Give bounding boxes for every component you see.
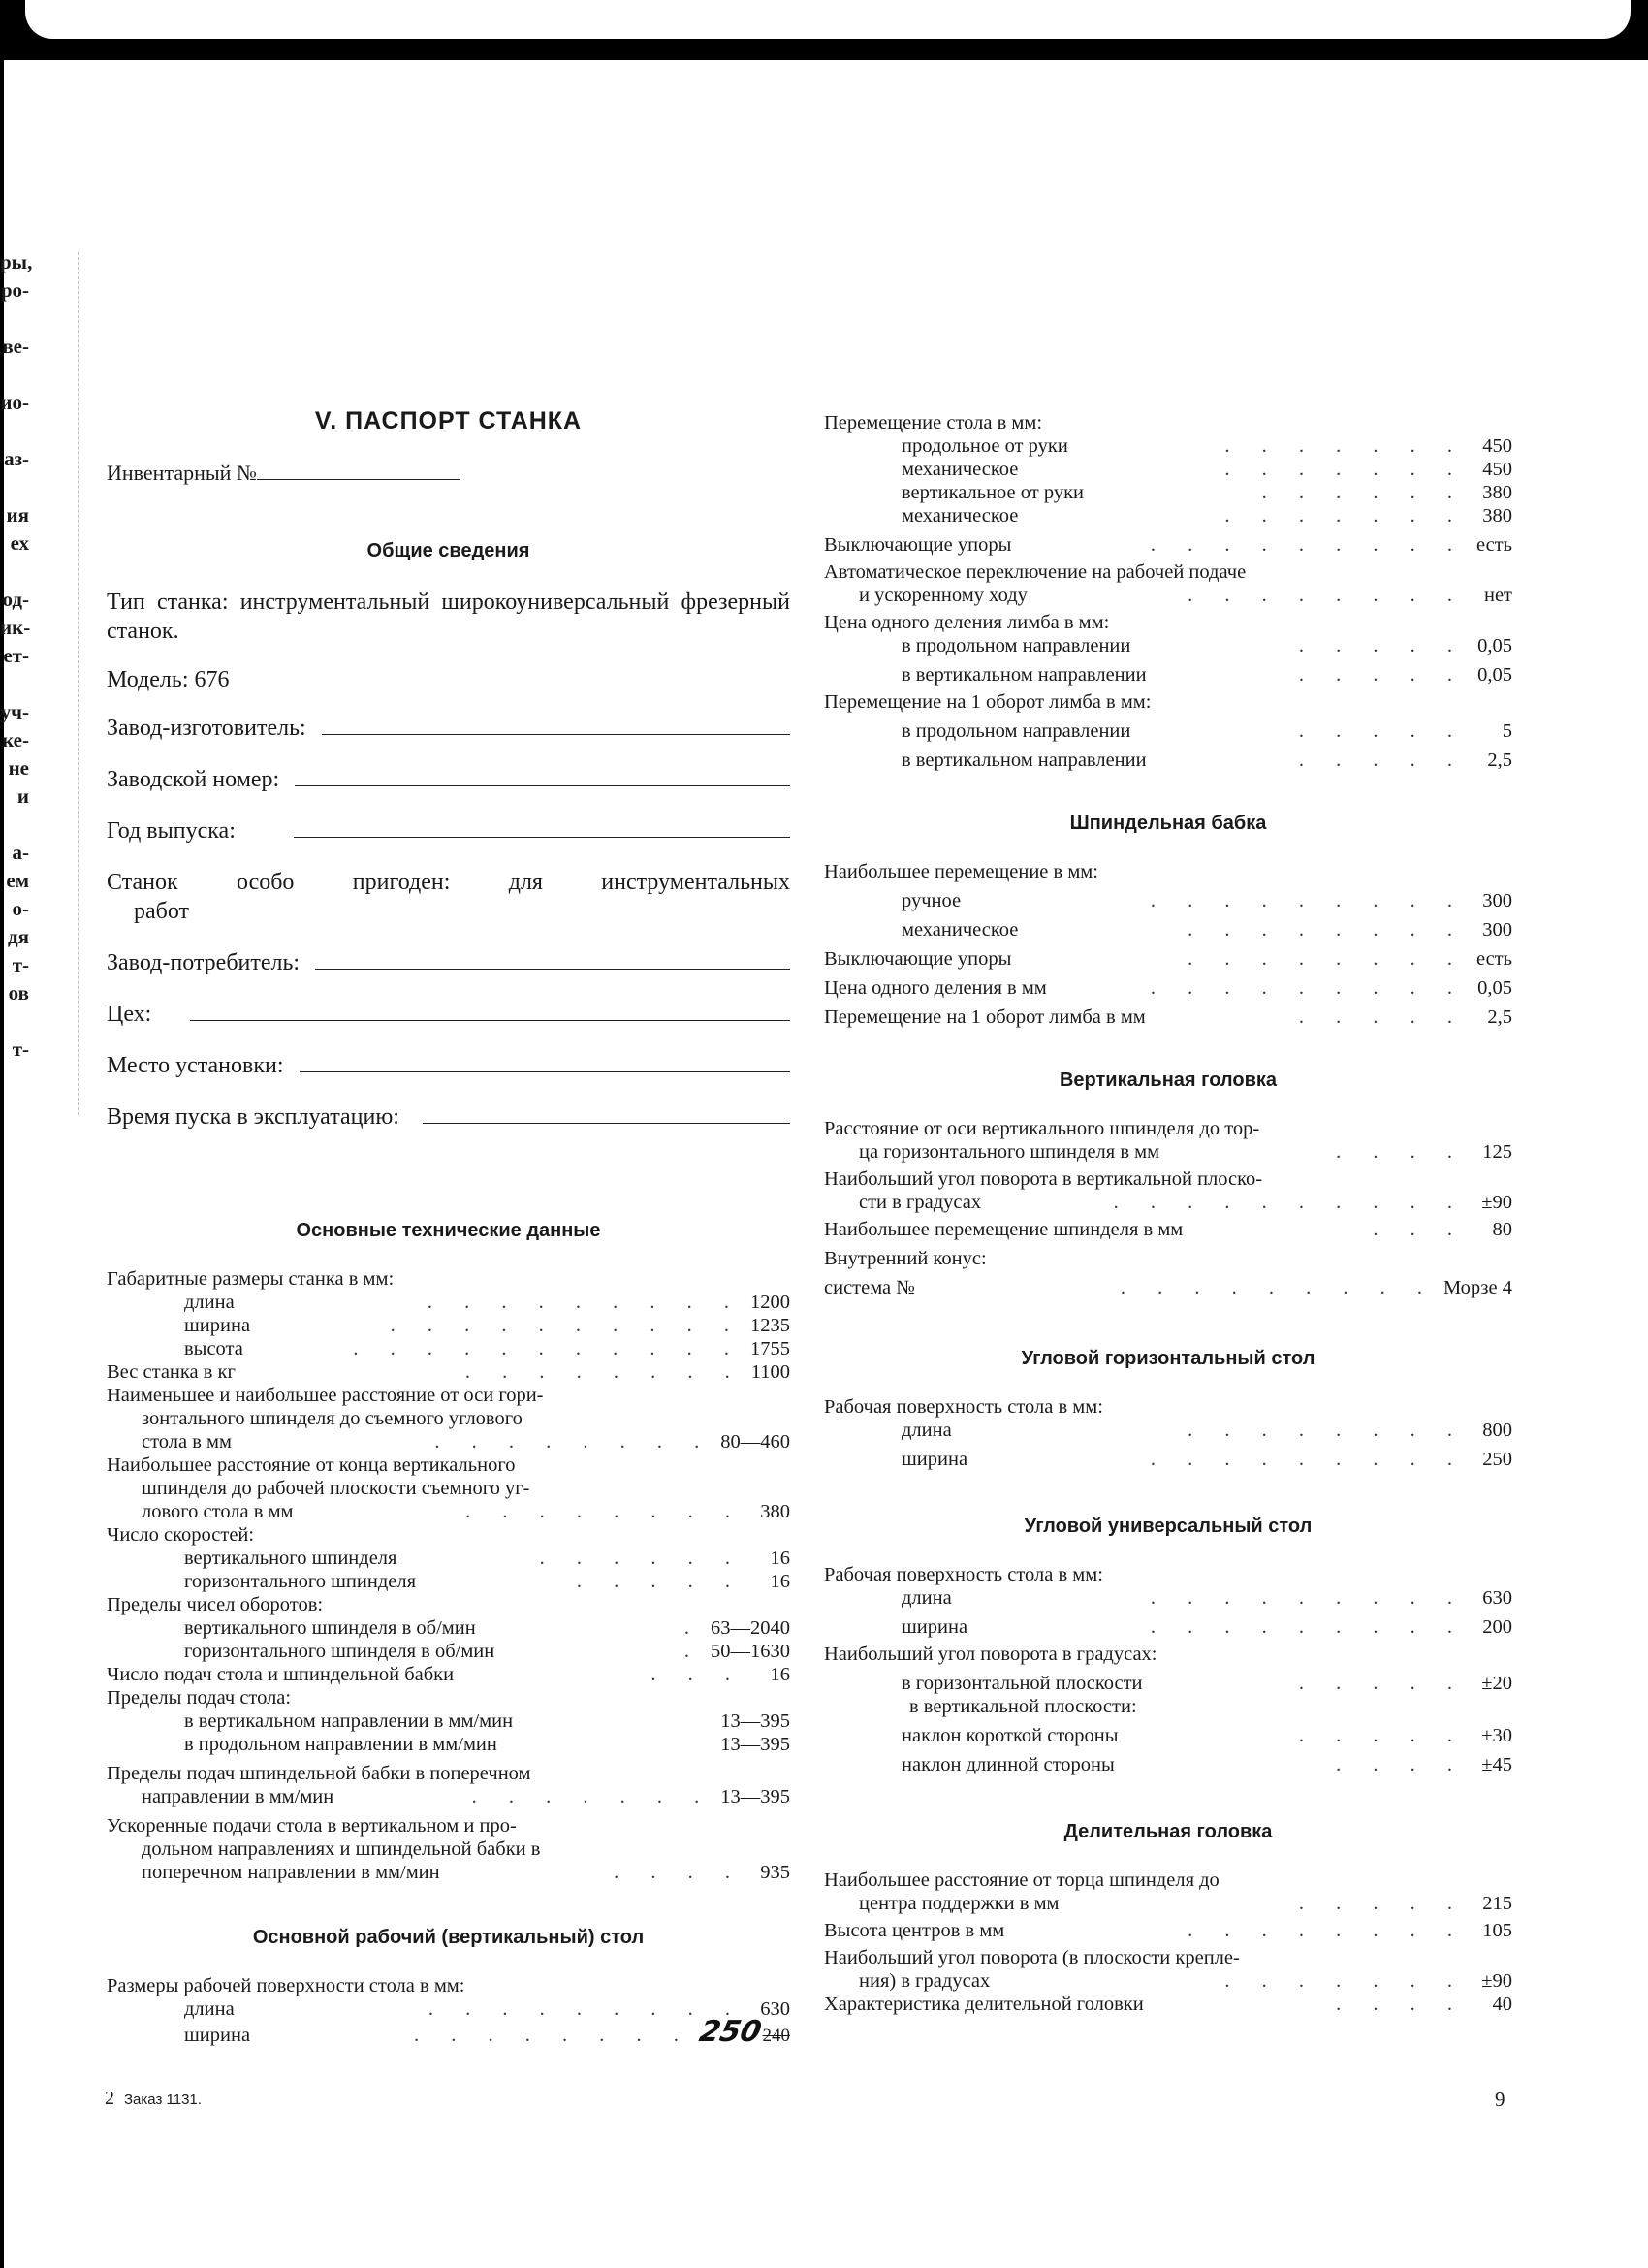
spec-row: наклон длинной стороны . . . . ±45: [902, 1754, 1512, 1775]
left-column: [107, 407, 790, 2048]
field-serial-number: Заводской номер:: [107, 765, 790, 794]
page-title: V. ПАСПОРТ СТАНКА: [314, 407, 583, 434]
spec-row: вертикального шпинделя . . . . . . 16: [184, 1548, 790, 1569]
spec-row: центра поддержки в мм . . . . . 215: [859, 1893, 1512, 1914]
margin-fragment: ем: [6, 869, 29, 892]
margin-fragment: о-: [12, 897, 29, 920]
spec-row: Выключающие упоры . . . . . . . . . есть: [824, 534, 1512, 556]
inventory-label: Инвентарный №: [107, 461, 257, 485]
margin-fragment: ех: [10, 531, 29, 555]
spec-row: стола в мм . . . . . . . . 80—460: [142, 1431, 790, 1453]
manufacturer-blank[interactable]: [322, 733, 790, 735]
footer-left: [105, 2088, 202, 2110]
section-heading-spindle-head: Шпиндельная бабка: [1069, 813, 1267, 834]
section-heading-angle-h-table: Угловой горизонтальный стол: [1021, 1348, 1315, 1369]
margin-fragment: т-: [12, 953, 29, 976]
spec-row: вертикальное от руки . . . . . . 380: [902, 482, 1512, 503]
machine-model: Модель: 676: [107, 667, 230, 692]
field-installation-place: Место установки:: [107, 1051, 790, 1080]
spec-row: ширина . . . . . . . . 250240: [184, 2015, 790, 2049]
spec-row: поперечном направлении в мм/мин . . . . 935: [142, 1862, 790, 1883]
spec-row: ца горизонтального шпинделя в мм . . . . 125: [859, 1141, 1512, 1163]
machine-type: Тип станка: инструментальный широкоуниверсальный фрезерный станок.: [107, 590, 790, 644]
dividing-head-list: Наибольшее расстояние от торца шпинделя до центра поддержки в мм . . . . . 215 Высота центров в мм . . . . . . . . 105 Наибольший угол поворота (в плоскости крепле- ния) в градусах . . . . . . . ±90 Характеристика делительной головки . . . . 40: [824, 1869, 1512, 2015]
spec-row: Характеристика делительной головки . . . . 40: [824, 1994, 1512, 2015]
spec-row: продольное от руки . . . . . . . 450: [902, 435, 1512, 457]
section-heading-dividing-head: Делительная головка: [1063, 1821, 1273, 1842]
spec-row: Высота центров в мм . . . . . . . . 105: [824, 1920, 1512, 1941]
margin-fragment: не: [8, 756, 29, 780]
margin-fragment: аз-: [4, 447, 29, 470]
spec-row: высота . . . . . . . . . . . 1755: [184, 1338, 790, 1359]
spec-row: Наибольшее перемещение шпинделя в мм . . . 80: [824, 1219, 1512, 1240]
spec-row: в продольном направлении . . . . . 0,05: [902, 635, 1512, 656]
spec-row: система № . . . . . . . . . Морзе 4: [824, 1277, 1512, 1298]
spec-row: длина . . . . . . . . . 630: [902, 1587, 1512, 1609]
spec-row: в вертикальном направлении . . . . . 2,5: [902, 750, 1512, 771]
year-blank[interactable]: [294, 836, 790, 838]
spec-row: вертикального шпинделя в об/мин . 63—2040: [184, 1617, 790, 1639]
spec-row: и ускоренному ходу . . . . . . . . нет: [859, 585, 1512, 606]
margin-fragment: ия: [6, 503, 29, 527]
margin-fragment: [0, 810, 29, 838]
margin-fragment: ве-: [2, 335, 29, 358]
spec-row: сти в градусах . . . . . . . . . . ±90: [859, 1192, 1512, 1213]
spec-row: механическое . . . . . . . . 300: [902, 919, 1512, 941]
margin-fragment: [0, 557, 29, 585]
main-table-list: Размеры рабочей поверхности стола в мм: длина . . . . . . . . . 630 ширина . . . . . . . . 250240: [107, 1975, 790, 2049]
field-consumer-plant: Завод-потребитель:: [107, 948, 790, 977]
margin-fragment: [0, 1006, 29, 1035]
margin-fragment: [0, 416, 29, 444]
spec-row: длина . . . . . . . . . 630: [184, 1998, 790, 2020]
spec-row: длина . . . . . . . . . 1200: [184, 1292, 790, 1313]
spec-row: горизонтального шпинделя в об/мин . 50—1630: [184, 1641, 790, 1662]
section-heading-main-table: Основной рабочий (вертикальный) стол: [252, 1927, 645, 1948]
right-column: [824, 411, 1512, 2016]
margin-fragment: ет-: [3, 644, 29, 667]
field-suitable-for: Станок особо пригоден: для инструментальных работ: [107, 870, 790, 924]
struck-value: 240: [762, 2026, 790, 2046]
spec-row: ширина . . . . . . . . . 200: [902, 1616, 1512, 1638]
field-year: Год выпуска:: [107, 816, 790, 846]
spec-row: наклон короткой стороны . . . . . ±30: [902, 1725, 1512, 1746]
angle-h-table-list: Рабочая поверхность стола в мм: длина . . . . . . . . 800 ширина . . . . . . . . . 250: [824, 1396, 1512, 1470]
margin-fragment: уч-: [0, 700, 29, 723]
spec-row: в продольном направлении . . . . . 5: [902, 720, 1512, 742]
page-number-right: 9: [1495, 2088, 1505, 2111]
table-travel-list: Перемещение стола в мм: продольное от руки . . . . . . . 450 механическое . . . . . . . 450 вертикальное от руки . . . . . . 380 механическое . . . . . . . 380 Выключающие упоры . . . . . . . . . есть Автоматическое переключение на рабочей подаче и ускоренному ходу . . . . . . . . нет Цена одного деления лимба в мм: в продольном направлении . . . . . 0,05 в вертикальном направлении . . . . . 0,05 Перемещение на 1 оборот лимба в мм: в продольном направлении . . . . . 5 в вертикальном направлении . . . . . 2,5: [824, 412, 1512, 771]
consumer-plant-blank[interactable]: [315, 968, 790, 970]
section-heading-vertical-head: Вертикальная головка: [1059, 1070, 1278, 1091]
handwritten-correction: 250: [696, 2015, 765, 2049]
margin-fragment: а-: [12, 841, 29, 864]
spec-row: ширина . . . . . . . . . 250: [902, 1449, 1512, 1470]
margin-fragment: [0, 669, 29, 697]
page-number-left: 2: [105, 2088, 114, 2109]
spec-row: Перемещение на 1 оборот лимба в мм . . . . . 2,5: [824, 1006, 1512, 1028]
field-commissioning-time: Время пуска в эксплуатацию:: [107, 1102, 790, 1132]
spec-row: в вертикальном направлении . . . . . 0,05: [902, 664, 1512, 686]
margin-fragment: т-: [12, 1038, 29, 1061]
commissioning-time-blank[interactable]: [423, 1122, 790, 1124]
field-workshop: Цех:: [107, 1000, 790, 1029]
margin-fragment: [0, 303, 29, 332]
margin-fragment: ик-: [0, 616, 31, 639]
spec-row: в горизонтальной плоскости . . . . . ±20: [902, 1673, 1512, 1694]
margin-fragment: ов: [8, 981, 29, 1005]
tech-data-list: Габаритные размеры станка в мм: длина . . . . . . . . . 1200 ширина . . . . . . . . . . 1235 высота . . . . . . . . . . . 1755 Вес станка в кг . . . . . . . . 1100 Наименьшее и наибольшее расстояние от оси гори- зонтального шпинделя до съемного углового стола в мм . . . . . . . . 80—460 Наибольшее расстояние от конца вертикального шпинделя до рабочей плоскости съемного уг- лового стола в мм . . . . . . . . 380 Число скоростей: вертикального шпинделя . . . . . . 16 горизонтального шпинделя . . . . . 16 Пределы чисел оборотов: вертикального шпинделя в об/мин . 63—2040 горизонтального шпинделя в об/мин . 50—1630 Число подач стола и шпиндельной бабки . . . 16 Пределы подач стола: в вертикальном направлении в мм/мин 13—395 в продольном направлении в мм/мин 13—395 Пределы подач шпиндельной бабки в поперечном направлении в мм/мин . . . . . . . 13—395 Ускоренные подачи стола в вертикальном и про- дольном направлениях и шпиндельной бабки в поперечном направлении в мм/мин . . . . 935: [107, 1268, 790, 1883]
installation-place-blank[interactable]: [300, 1070, 790, 1072]
margin-fragment: ро-: [0, 278, 29, 302]
vertical-head-list: Расстояние от оси вертикального шпинделя до тор- ца горизонтального шпинделя в мм . . . . 125 Наибольший угол поворота в вертикальной плоско- сти в градусах . . . . . . . . . . ±90 Наибольшее перемещение шпинделя в мм . . . 80 Внутренний конус: система № . . . . . . . . . Морзе 4: [824, 1118, 1512, 1298]
spec-row: ручное . . . . . . . . . 300: [902, 890, 1512, 911]
margin-fragment: од-: [2, 588, 29, 611]
spec-row: механическое . . . . . . . 450: [902, 459, 1512, 480]
spec-row: ширина . . . . . . . . . . 1235: [184, 1315, 790, 1336]
serial-number-blank[interactable]: [295, 784, 790, 786]
section-heading-tech-data: Основные технические данные: [296, 1220, 601, 1241]
field-manufacturer: Завод-изготовитель:: [107, 714, 790, 743]
inventory-blank[interactable]: [257, 479, 460, 480]
spindle-head-list: Наибольшее перемещение в мм: ручное . . . . . . . . . 300 механическое . . . . . . . . 300 Выключающие упоры . . . . . . . . есть Цена одного деления в мм . . . . . . . . . 0,05 Перемещение на 1 оборот лимба в мм . . . . . 2,5: [824, 861, 1512, 1028]
spec-row: Цена одного деления в мм . . . . . . . . . 0,05: [824, 977, 1512, 999]
scan-border-top: [0, 0, 1648, 60]
inventory-number-field: [107, 461, 790, 486]
spec-row: в вертикальном направлении в мм/мин 13—395: [184, 1710, 790, 1732]
spec-row: горизонтального шпинделя . . . . . 16: [184, 1571, 790, 1592]
spec-row: направлении в мм/мин . . . . . . . 13—395: [142, 1786, 790, 1807]
margin-fragment: [0, 360, 29, 388]
section-heading-angle-u-table: Угловой универсальный стол: [1024, 1516, 1313, 1537]
spec-row: механическое . . . . . . . 380: [902, 505, 1512, 527]
angle-u-table-list: Рабочая поверхность стола в мм: длина . . . . . . . . . 630 ширина . . . . . . . . . 200 Наибольший угол поворота в градусах: в горизонтальной плоскости . . . . . ±20 в вертикальной плоскости: наклон короткой стороны . . . . . ±30 наклон длинной стороны . . . . ±45: [824, 1564, 1512, 1775]
margin-fragment: ры,: [0, 250, 33, 273]
previous-page-margin-text: [0, 247, 33, 1063]
spec-row: лового стола в мм . . . . . . . . 380: [142, 1501, 790, 1522]
print-order-signature: Заказ 1131.: [124, 2092, 202, 2108]
page-gutter: [78, 252, 79, 1115]
spec-row: Выключающие упоры . . . . . . . . есть: [824, 948, 1512, 970]
spec-row: Число подач стола и шпиндельной бабки . . . 16: [107, 1664, 790, 1685]
margin-fragment: ке-: [2, 728, 29, 751]
spec-row: длина . . . . . . . . 800: [902, 1420, 1512, 1441]
margin-fragment: ио-: [0, 391, 29, 414]
margin-fragment: [0, 472, 29, 500]
margin-fragment: и: [16, 784, 29, 808]
spec-row: в продольном направлении в мм/мин 13—395: [184, 1734, 790, 1755]
workshop-blank[interactable]: [190, 1019, 790, 1021]
spec-row: Вес станка в кг . . . . . . . . 1100: [107, 1361, 790, 1383]
spec-row: ния) в градусах . . . . . . . ±90: [859, 1970, 1512, 1992]
section-heading-general: Общие сведения: [366, 540, 530, 561]
margin-fragment: дя: [8, 925, 29, 948]
